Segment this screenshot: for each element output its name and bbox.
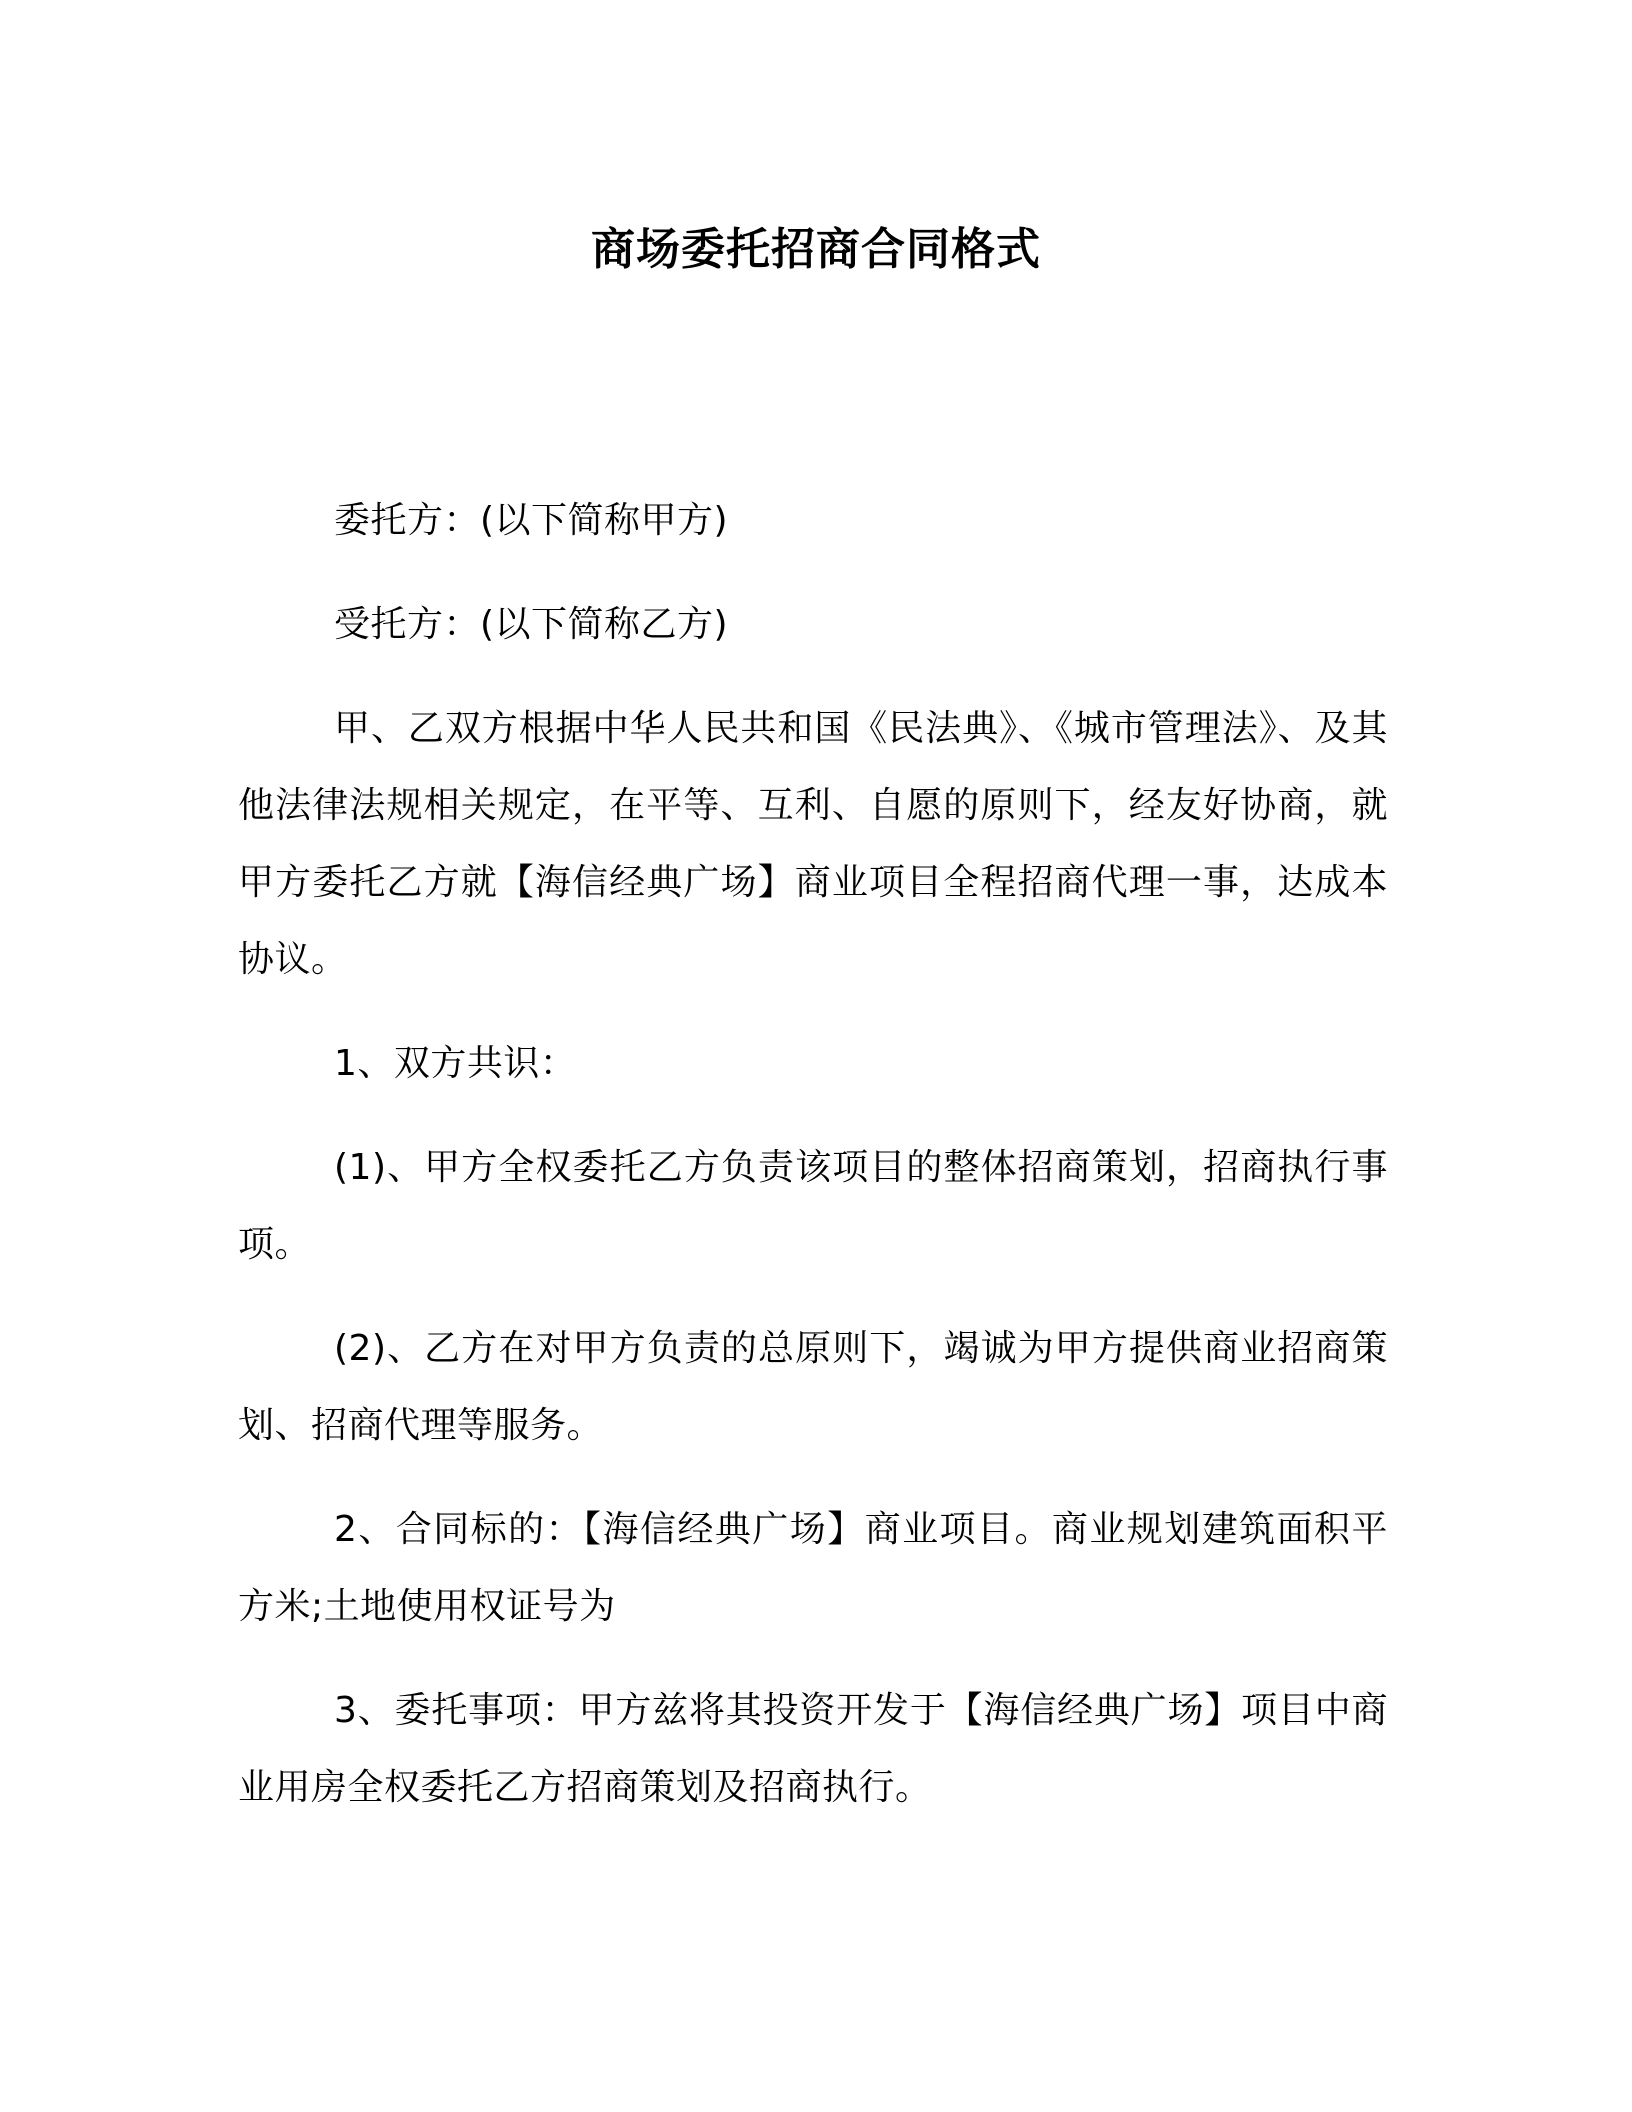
party-a-line: 委托方：(以下简称甲方) [334,500,729,541]
clause-2: 2、合同标的：【海信经典广场】商业项目。商业规划建筑面积平方米;土地使用权证号为 [238,1509,1388,1627]
document-body [238,482,1388,1826]
clause-1-item-2: (2)、乙方在对甲方负责的总原则下，竭诚为甲方提供商业招商策划、招商代理等服务。 [238,1328,1388,1446]
clause-3: 3、委托事项：甲方兹将其投资开发于【海信经典广场】项目中商业用房全权委托乙方招商策划及招商执行。 [238,1690,1388,1808]
party-b-line: 受托方：(以下简称乙方) [334,604,729,645]
clause-1-item-1: (1)、甲方全权委托乙方负责该项目的整体招商策划，招商执行事项。 [238,1147,1388,1265]
document-title: 商场委托招商合同格式 [591,224,1041,275]
clause-1-heading: 1、双方共识： [334,1043,577,1084]
preamble-paragraph: 甲、乙双方根据中华人民共和国《民法典》、《城市管理法》、及其他法律法规相关规定，在平等、互利、自愿的原则下，经友好协商，就甲方委托乙方就【海信经典广场】商业项目全程招商代理一事，达成本协议。 [238,708,1388,980]
